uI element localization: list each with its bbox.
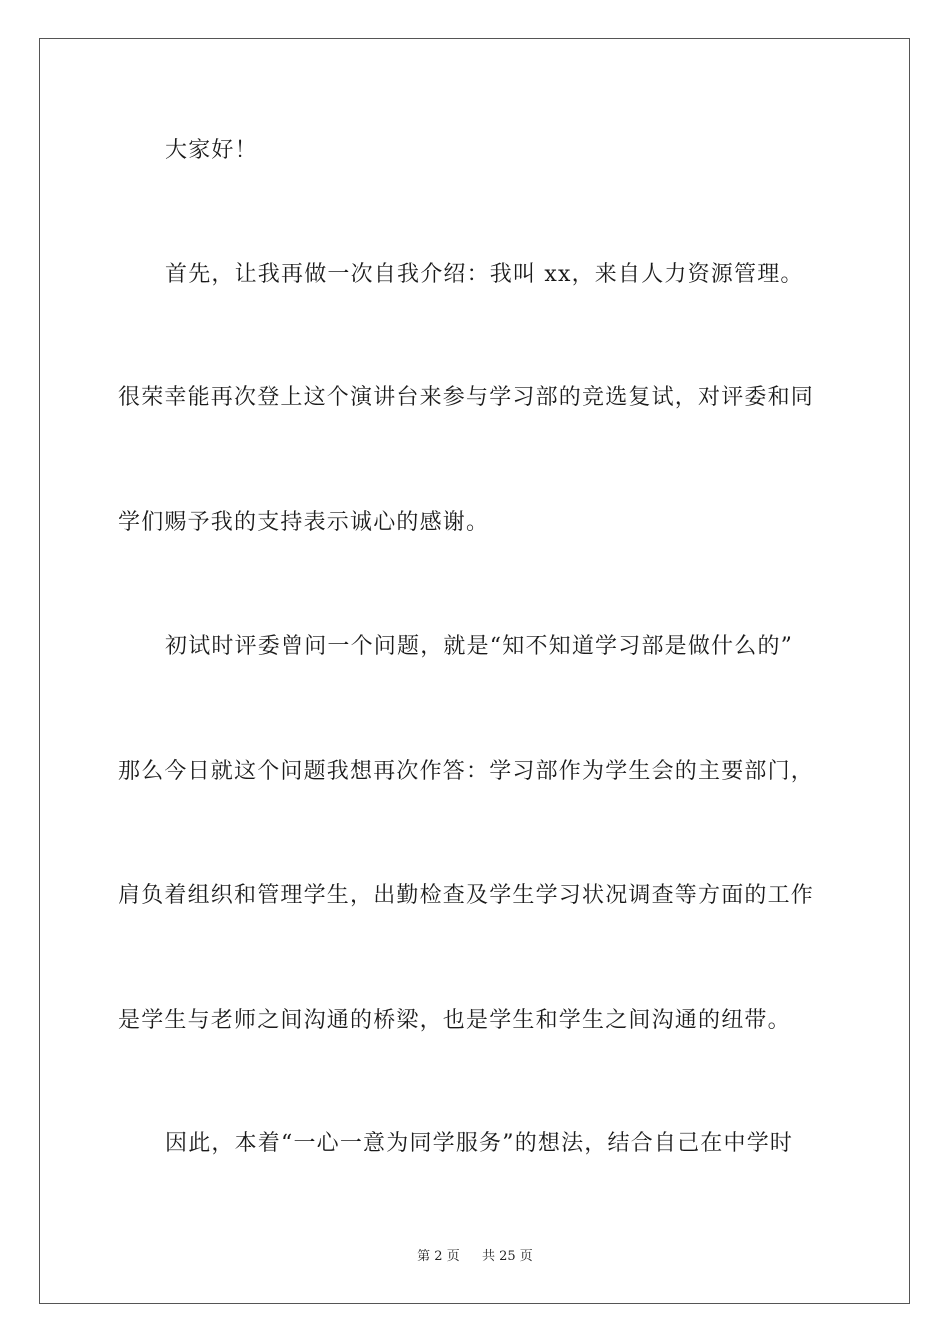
text-line: 学们赐予我的支持表示诚心的感谢。 — [118, 510, 490, 535]
text-line: 因此，本着“一心一意为同学服务”的想法，结合自己在中学时 — [165, 1131, 794, 1156]
page-number: 第 2 页 — [417, 1249, 460, 1264]
text-line-greeting: 大家好！ — [165, 138, 258, 163]
text-line: 那么今日就这个问题我想再次作答：学习部作为学生会的主要部门， — [118, 759, 815, 784]
text-line: 初试时评委曾问一个问题，就是“知不知道学习部是做什么的” — [165, 634, 794, 659]
page-border — [39, 38, 910, 1304]
text-line-intro: 首先，让我再做一次自我介绍：我叫 xx，来自人力资源管理。 — [165, 262, 804, 287]
text-line: 很荣幸能再次登上这个演讲台来参与学习部的竞选复试，对评委和同 — [118, 385, 815, 410]
text-line: 是学生与老师之间沟通的桥梁，也是学生和学生之间沟通的纽带。 — [118, 1008, 791, 1033]
page-footer — [0, 1248, 950, 1266]
page-total: 共 25 页 — [482, 1249, 533, 1264]
text-line: 肩负着组织和管理学生，出勤检查及学生学习状况调查等方面的工作 — [118, 883, 815, 908]
